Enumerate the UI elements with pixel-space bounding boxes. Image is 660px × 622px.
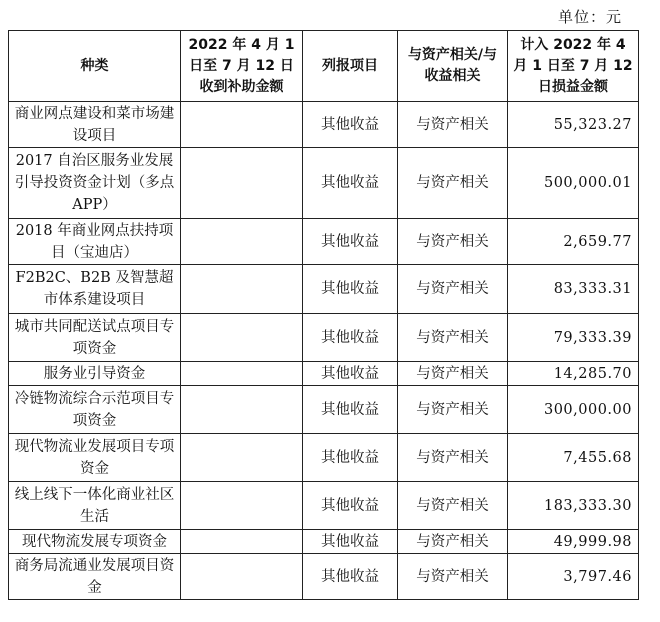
cell-category: 2017 自治区服务业发展引导投资资金计划（多点 APP） xyxy=(9,148,181,219)
header-received: 2022 年 4 月 1 日至 7 月 12 日收到补助金额 xyxy=(181,31,303,102)
cell-received xyxy=(181,219,303,265)
cell-category: 城市共同配送试点项目专项资金 xyxy=(9,314,181,362)
cell-amount: 55,323.27 xyxy=(508,102,639,148)
cell-item: 其他收益 xyxy=(303,530,398,554)
cell-item: 其他收益 xyxy=(303,434,398,482)
cell-received xyxy=(181,386,303,434)
cell-relation: 与资产相关 xyxy=(398,314,508,362)
cell-item: 其他收益 xyxy=(303,148,398,219)
cell-relation: 与资产相关 xyxy=(398,219,508,265)
table-row xyxy=(9,554,639,600)
cell-category: 现代物流发展专项资金 xyxy=(9,530,181,554)
table-row xyxy=(9,148,639,219)
cell-category: 冷链物流综合示范项目专项资金 xyxy=(9,386,181,434)
cell-relation: 与资产相关 xyxy=(398,554,508,600)
cell-amount: 7,455.68 xyxy=(508,434,639,482)
cell-relation: 与资产相关 xyxy=(398,482,508,530)
cell-relation: 与资产相关 xyxy=(398,362,508,386)
cell-amount: 3,797.46 xyxy=(508,554,639,600)
cell-item: 其他收益 xyxy=(303,386,398,434)
cell-relation: 与资产相关 xyxy=(398,265,508,314)
cell-amount: 79,333.39 xyxy=(508,314,639,362)
cell-received xyxy=(181,530,303,554)
cell-amount: 14,285.70 xyxy=(508,362,639,386)
cell-received xyxy=(181,434,303,482)
table-row xyxy=(9,482,639,530)
cell-received xyxy=(181,362,303,386)
table-row xyxy=(9,362,639,386)
cell-category: 商业网点建设和菜市场建设项目 xyxy=(9,102,181,148)
cell-received xyxy=(181,102,303,148)
cell-item: 其他收益 xyxy=(303,102,398,148)
table-row xyxy=(9,314,639,362)
table-row xyxy=(9,386,639,434)
table-header-row xyxy=(9,31,639,102)
cell-received xyxy=(181,554,303,600)
header-category: 种类 xyxy=(9,31,181,102)
subsidy-table xyxy=(8,30,639,600)
cell-received xyxy=(181,482,303,530)
cell-amount: 49,999.98 xyxy=(508,530,639,554)
cell-received xyxy=(181,314,303,362)
table-row xyxy=(9,219,639,265)
cell-item: 其他收益 xyxy=(303,314,398,362)
cell-received xyxy=(181,148,303,219)
header-item: 列报项目 xyxy=(303,31,398,102)
cell-relation: 与资产相关 xyxy=(398,530,508,554)
cell-relation: 与资产相关 xyxy=(398,434,508,482)
cell-category: 服务业引导资金 xyxy=(9,362,181,386)
cell-relation: 与资产相关 xyxy=(398,102,508,148)
cell-amount: 300,000.00 xyxy=(508,386,639,434)
cell-amount: 183,333.30 xyxy=(508,482,639,530)
table-row xyxy=(9,530,639,554)
cell-category: 现代物流业发展项目专项资金 xyxy=(9,434,181,482)
cell-item: 其他收益 xyxy=(303,219,398,265)
cell-category: 2018 年商业网点扶持项目（宝迪店） xyxy=(9,219,181,265)
cell-category: 线上线下一体化商业社区生活 xyxy=(9,482,181,530)
cell-category: 商务局流通业发展项目资金 xyxy=(9,554,181,600)
unit-label: 单位：元 xyxy=(557,8,622,26)
cell-item: 其他收益 xyxy=(303,362,398,386)
table-row xyxy=(9,265,639,314)
cell-category: F2B2C、B2B 及智慧超市体系建设项目 xyxy=(9,265,181,314)
header-relation: 与资产相关/与收益相关 xyxy=(398,31,508,102)
cell-item: 其他收益 xyxy=(303,265,398,314)
cell-relation: 与资产相关 xyxy=(398,386,508,434)
table-row xyxy=(9,434,639,482)
cell-amount: 2,659.77 xyxy=(508,219,639,265)
cell-received xyxy=(181,265,303,314)
cell-item: 其他收益 xyxy=(303,482,398,530)
table-row xyxy=(9,102,639,148)
header-amount: 计入 2022 年 4 月 1 日至 7 月 12 日损益金额 xyxy=(508,31,639,102)
cell-item: 其他收益 xyxy=(303,554,398,600)
cell-relation: 与资产相关 xyxy=(398,148,508,219)
cell-amount: 500,000.01 xyxy=(508,148,639,219)
cell-amount: 83,333.31 xyxy=(508,265,639,314)
